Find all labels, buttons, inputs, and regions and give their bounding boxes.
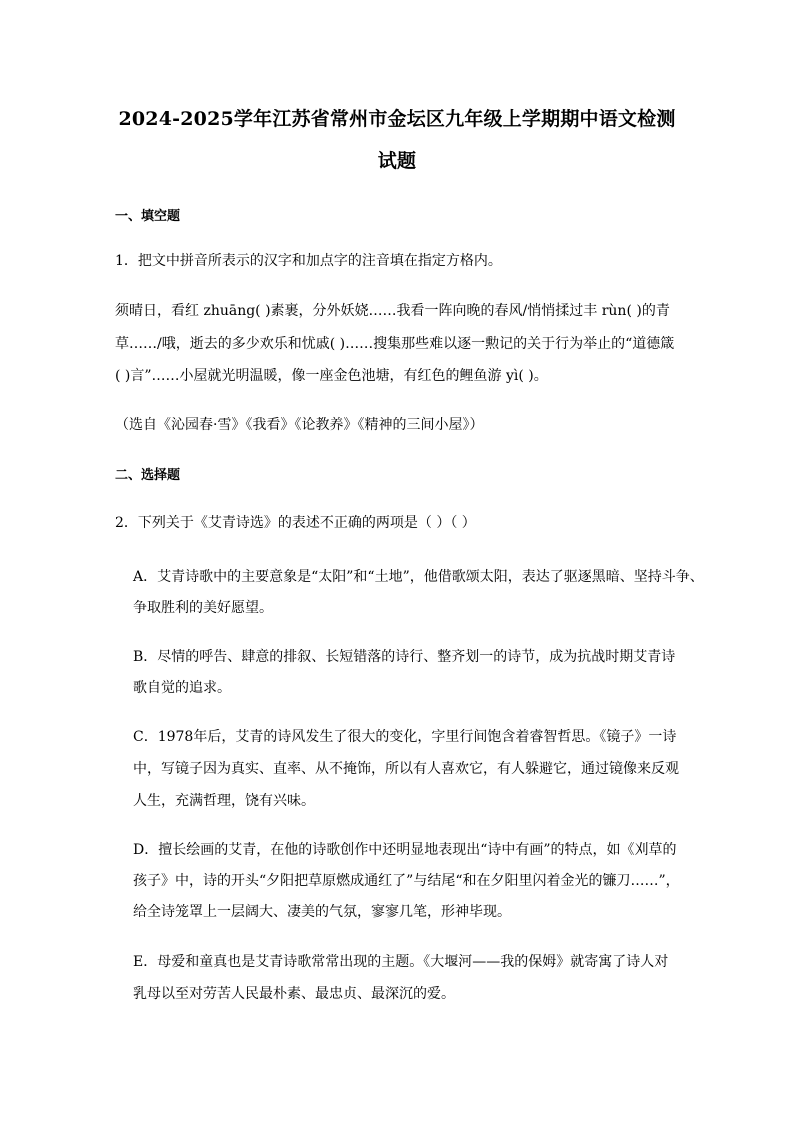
option-b-line-2: 歌自觉的追求。 <box>133 680 231 696</box>
question-1-source: （选自《沁园春·雪》《我看》《论教养》《精神的三间小屋》） <box>115 417 484 433</box>
question-1-stem: 1．把文中拼音所表示的汉字和加点字的注音填在指定方格内。 <box>115 253 502 269</box>
option-e-line-2: 乳母以至对劳苦人民最朴素、最忠贞、最深沉的爱。 <box>133 986 455 1002</box>
option-b-line-1: B．尽情的呼告、肆意的排叙、长短错落的诗行、整齐划一的诗节，成为抗战时期艾青诗 <box>133 649 676 665</box>
option-c-line-3: 人生，充满哲理，饶有兴味。 <box>133 793 315 809</box>
document-title-line-2: 试题 <box>377 150 417 172</box>
option-c-line-2: 中，写镜子因为真实、直率、从不掩饰，所以有人喜欢它，有人躲避它，通过镜像来反观 <box>133 761 679 777</box>
question-2-stem: 2．下列关于《艾青诗选》的表述不正确的两项是（ ）（ ） <box>115 515 476 531</box>
option-a-line-2: 争取胜利的美好愿望。 <box>133 600 273 616</box>
question-1-passage-line-2: 草……/哦，逝去的多少欢乐和忧戚( )……搜集那些难以逐一勲记的关于行为举止的“道德箴 <box>115 336 675 352</box>
section-heading-choice: 二、选择题 <box>115 468 181 483</box>
option-c-line-1: C．1978年后，艾青的诗风发生了很大的变化，字里行间饱含着睿智哲思。《镜子》一诗 <box>133 729 677 745</box>
question-1-passage-line-3: ( )言”……小屋就光明温暖，像一座金色池塘，有红色的鲤鱼游 yì( )。 <box>115 368 548 384</box>
document-title-line-1: 2024-2025学年江苏省常州市金坛区九年级上学期期中语文检测 <box>118 108 676 130</box>
section-heading-fill-in: 一、填空题 <box>115 209 181 224</box>
option-d-line-2: 孩子》中，诗的开头“夕阳把草原燃成通红了”与结尾“和在夕阳里闪着金光的镰刀……”， <box>133 873 680 889</box>
question-1-passage-line-1: 须晴日，看红 zhuāng( )素裹，分外妖娆……我看一阵向晚的春风/悄悄揉过丰 rùn( )的青 <box>115 303 670 319</box>
option-a-line-1: A．艾青诗歌中的主要意象是“太阳”和“土地”，他借歌颂太阳，表达了驱逐黑暗、坚持斗争、 <box>133 569 704 585</box>
option-d-line-3: 给全诗笼罩上一层阔大、凄美的气氛，寥寥几笔，形神毕现。 <box>133 904 511 920</box>
option-d-line-1: D．擅长绘画的艾青，在他的诗歌创作中还明显地表现出“诗中有画”的特点，如《刈草的 <box>133 842 677 858</box>
option-e-line-1: E．母爱和童真也是艾青诗歌常常出现的主题。《大堰河——我的保姆》就寄寓了诗人对 <box>133 954 669 970</box>
